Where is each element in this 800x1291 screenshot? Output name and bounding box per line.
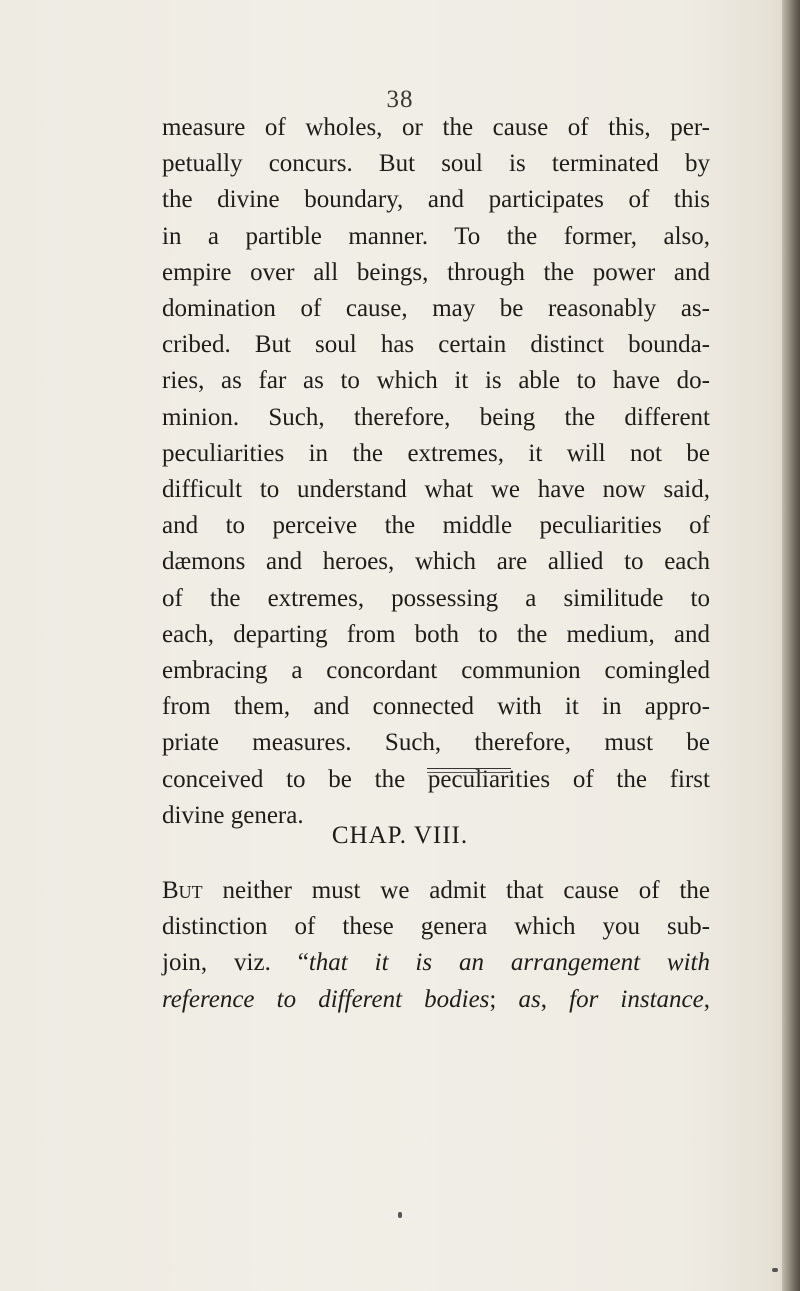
text-line: petually concurs. But soul is terminated by [162,150,710,178]
text-run: neither must we admit that cause of the [202,877,710,904]
page-binding-edge [782,0,800,1291]
section-divider [427,768,511,769]
text-line [162,873,710,909]
text-line: dæmons and heroes, which are allied to each [162,548,710,576]
drop-word: But [162,877,203,904]
text-line: of the extremes, possessing a similitude to [162,584,710,612]
text-line: from them, and connected with it in appro- [162,693,710,721]
text-line: divine genera. [162,801,304,829]
chapter-heading: CHAP. VIII. [331,822,469,849]
page-number: 38 [386,86,414,113]
paragraph [162,110,710,834]
quoted-text: as [518,985,541,1013]
text-line: peculiarities in the extremes, it will not be [162,439,710,467]
text-line: minion. Such, therefore, being the different [162,403,710,431]
text-line: ries, as far as to which it is able to have do- [162,367,710,395]
text-line: the divine boundary, and participates of this [162,186,710,214]
chapter-paragraph [162,873,710,1018]
punctuation: ; [489,985,519,1013]
text-line [162,945,710,981]
text-line [162,982,710,1018]
ink-speck [772,1268,778,1272]
text-line: and to perceive the middle peculiarities of [162,512,710,540]
text-run: join, viz. “ [162,949,309,977]
text-line: priate measures. Such, therefore, must be [162,729,710,757]
quoted-text: that it is an arrangement with [308,949,710,977]
text-line: embracing a concordant communion comingled [162,657,710,685]
text-line: conceived to be the peculiarities of the first [162,765,710,793]
text-line: each, departing from both to the medium, and [162,620,710,648]
ink-speck [398,1212,402,1218]
text-line: in a partible manner. To the former, also, [162,222,710,250]
text-line: difficult to understand what we have now said, [162,476,710,504]
quoted-text: for instance [569,985,704,1013]
text-line: empire over all beings, through the power and [162,258,710,286]
text-line: distinction of these genera which you sub- [162,913,710,941]
text-line: domination of cause, may be reasonably as- [162,295,710,323]
punctuation: , [540,985,570,1013]
quoted-text: reference to different bodies [162,985,490,1013]
punctuation: , [703,985,710,1013]
text-line: cribed. But soul has certain distinct bounda- [162,331,710,359]
text-line: measure of wholes, or the cause of this, per- [162,114,710,141]
